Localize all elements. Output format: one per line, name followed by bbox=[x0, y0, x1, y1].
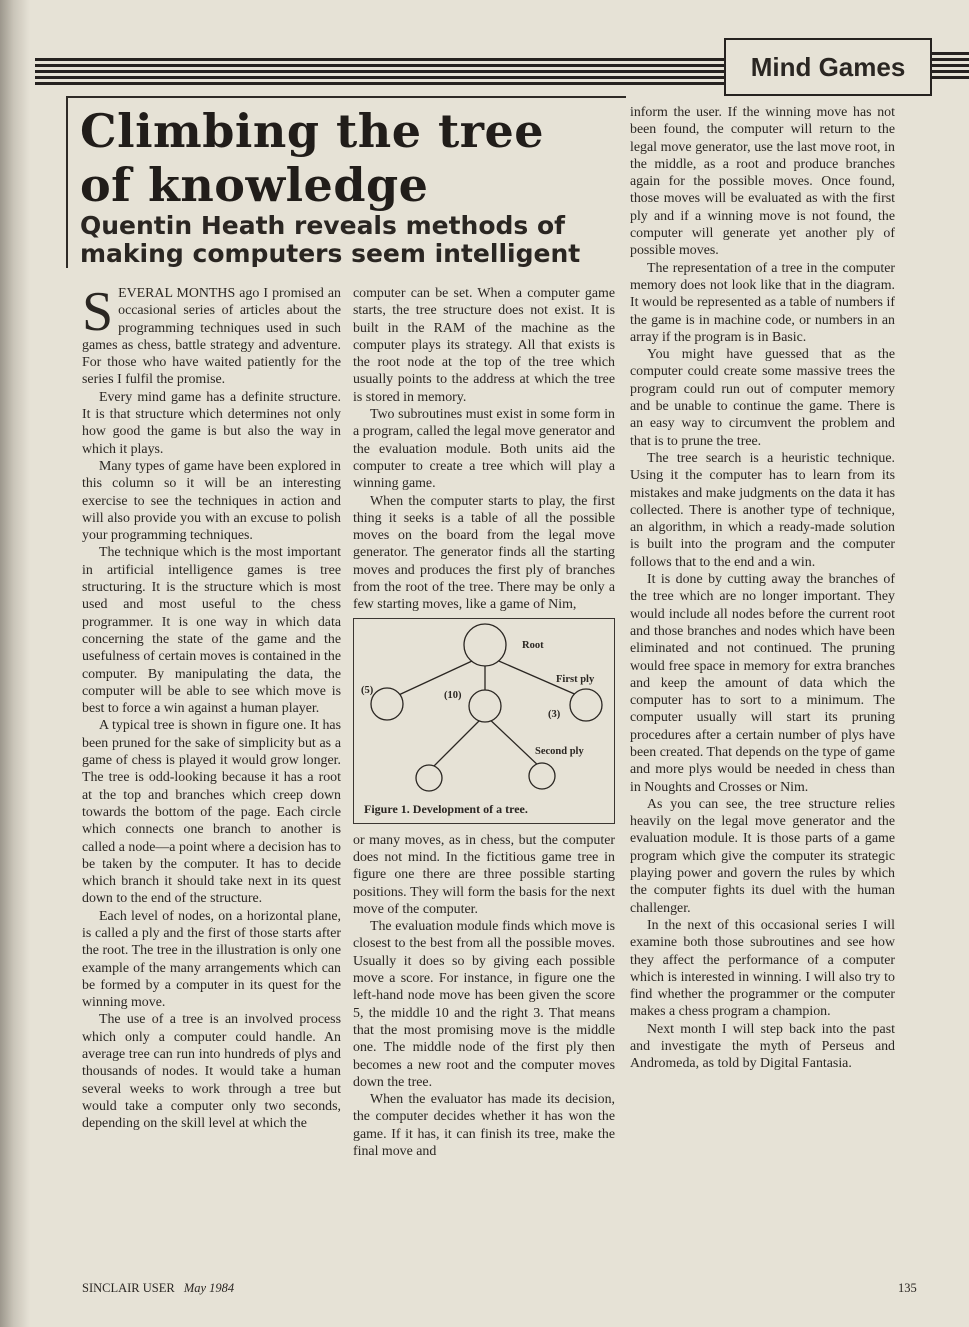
paragraph: Many types of game have been explored in this column so it will be an interesting exercise to see the techniques in action and will also provide you with an excuse to polish your programming techniques. bbox=[82, 458, 341, 544]
score-right: (3) bbox=[548, 708, 561, 720]
paragraph: Next month I will step back into the past and investigate the myth of Perseus and Andromeda, as told by Digital Fantasia. bbox=[630, 1021, 895, 1072]
paragraph: The representation of a tree in the computer memory does not look like that in the diagram. It would be represented as a table of numbers if the game is in machine code, or numbers in an array if the program is in Basic. bbox=[630, 260, 895, 345]
paragraph: Two subroutines must exist in some form in a program, called the legal move generator and the evaluation module. Both units aid the computer to create a tree which will play a winning game. bbox=[353, 407, 615, 492]
title-frame-top bbox=[66, 96, 626, 98]
column-3 bbox=[630, 104, 895, 1073]
paragraph: In the next of this occasional series I will examine both those subroutines and see how they affect the performance of a computer which is interested in winning. I will also try to find whether the programmer or the computer makes a chess program a champion. bbox=[630, 917, 895, 1020]
binding-gutter bbox=[0, 0, 30, 1327]
root-label: Root bbox=[522, 639, 544, 651]
paragraph: It is done by cutting away the branches of the tree which are no longer important. They would include all nodes before the current root and those branches and nodes which have been eliminated and not continued. The pruning would free space in memory for extra branches and keep the amount of data which the computer has to sort to a minimum. The computer usually will start its pruning procedures after a certain number of plys have been created. That depends on the type of game and more plys would be needed in chess than in Noughts and Crosses or Nim. bbox=[630, 572, 895, 795]
paragraph-intro-text: EVERAL MONTHS ago I promised an occasional series of articles about the programming techniques used in such games as chess, battle strategy and adventure. For those who have waited patiently for the series I fulfil the promise. bbox=[82, 286, 341, 388]
second-ply-label: Second ply bbox=[535, 745, 584, 757]
branch-middle-right bbox=[485, 715, 542, 769]
article-title: Climbing the tree of knowledge bbox=[80, 104, 544, 212]
branch-middle-left bbox=[429, 715, 485, 771]
header-rule-right bbox=[930, 52, 969, 82]
paragraph: When the evaluator has made its decision, the computer decides whether it has won the game. If it has, it can finish its tree, make the final move and bbox=[353, 1092, 615, 1159]
ply2-left-node bbox=[416, 765, 442, 791]
section-tag: Mind Games bbox=[724, 38, 932, 96]
first-ply-label: First ply bbox=[556, 673, 595, 685]
paragraph: The tree search is a heuristic technique. Using it the computer has to learn from its mistakes and make judgments on the data it has collected. There is another type of technique, an algorithm, in which a ready-made solution is built into the program and the computer follows that to the end and a win. bbox=[630, 450, 895, 570]
branch-root-left bbox=[390, 655, 485, 699]
paragraph-intro bbox=[82, 281, 341, 389]
page-number: 135 bbox=[898, 1281, 917, 1295]
ply2-right-node bbox=[529, 763, 555, 789]
score-left: (5) bbox=[361, 684, 374, 696]
paragraph: or many moves, as in chess, but the computer does not mind. In the fictitious game tree in figure one there are three possible starting positions. They will form the basis for the next move of the computer. bbox=[353, 832, 615, 917]
footer-publication bbox=[82, 1281, 234, 1296]
header-rule-left bbox=[35, 58, 725, 88]
ply1-left-node bbox=[371, 688, 403, 720]
paragraph: computer can be set. When a computer game starts, the tree structure does not exist. It is built in the RAM of the machine as the computer plays its strategy. All that exists is the root node at the top of the tree which usually points to the address at which the tree is stored in memory. bbox=[353, 286, 615, 405]
issue-date: May 1984 bbox=[183, 1281, 235, 1295]
root-node bbox=[464, 624, 506, 666]
article-subtitle: Quentin Heath reveals methods of making computers seem intelligent bbox=[80, 211, 581, 268]
score-middle: (10) bbox=[444, 689, 462, 701]
paragraph: When the computer starts to play, the first thing it seeks is a table of all the possible moves on the board from the legal move generator. The generator finds all the starting moves and produces the first ply of branches from the root of the tree. There may be only a few starting moves, like a game of Nim, bbox=[353, 493, 615, 613]
publication-name: SINCLAIR USER bbox=[82, 1281, 175, 1295]
paragraph: inform the user. If the winning move has not been found, the computer will return to the legal move generator, use the last move root, in the middle, as a root and produce branches again for the possible moves. Once found, those moves will be evaluated as with the first ply and if a winning move is not found, the computer will generate yet another ply of possible moves. bbox=[630, 105, 895, 259]
paragraph: The use of a tree is an involved process which only a computer could handle. An average tree can run into hundreds of plys and thousands of nodes. It would take a human several weeks to work through a tree but would take a computer only two seconds, depending on the skill level at which the bbox=[82, 1012, 341, 1132]
paragraph: The evaluation module finds which move is closest to the best from all the possible moves. Usually it does so by giving each possible move a score. For instance, in figure one the left-hand node move has been given the score 5, the middle 10 and the right 3. That means that the most promising move is the middle one. The middle node of the first ply then becomes a new root and the computer moves down the tree. bbox=[353, 919, 615, 1090]
paragraph: Every mind game has a definite structure. It is that structure which determines not only how good the game is but also the way in which it plays. bbox=[82, 389, 341, 457]
tree-diagram bbox=[354, 619, 614, 823]
paragraph: You might have guessed that as the computer could create some massive trees the program could run out of computer memory and be unable to continue the game. There is an easy way to circumvent the problem and that is to prune the tree. bbox=[630, 347, 895, 449]
paragraph: A typical tree is shown in figure one. It has been pruned for the sake of simplicity but as a game of chess is played it would grow longer. The tree is odd-looking because it has a root at the top and branches which creep down towards the bottom of the page. Each circle which connects one branch to another is called a node—a point where a decision has to be taken by the computer. It has to decide which branch it should take next in its quest down to the end of the structure. bbox=[82, 718, 341, 907]
ply1-middle-node bbox=[469, 690, 501, 722]
title-frame-left bbox=[66, 96, 68, 268]
column-2 bbox=[353, 285, 615, 1160]
drop-cap: S bbox=[82, 281, 114, 343]
tree-figure bbox=[353, 618, 615, 824]
paragraph: The technique which is the most important in artificial intelligence games is tree structuring. It is the structure which is most used and most useful to the chess programmer. It is one way in which data concerning the state of the game and the usefulness of certain moves is contained in the computer. By manipulating the data, the computer will be able to see which move is best to force a win against a human player. bbox=[82, 545, 341, 717]
column-1 bbox=[82, 281, 341, 1133]
ply1-right-node bbox=[570, 689, 602, 721]
paragraph: As you can see, the tree structure relies heavily on the legal move generator and the evaluation module. It is those parts of a game program which give the computer its strategic playing power and govern the rules by which the computer fights its duel with the human challenger. bbox=[630, 796, 895, 916]
paragraph: Each level of nodes, on a horizontal plane, is called a ply and the first of those starts after the root. The tree in the illustration is only one example of the many arrangements which can be formed by a computer in its quest for the winning move. bbox=[82, 908, 341, 1011]
figure-caption: Figure 1. Development of a tree. bbox=[364, 801, 528, 816]
